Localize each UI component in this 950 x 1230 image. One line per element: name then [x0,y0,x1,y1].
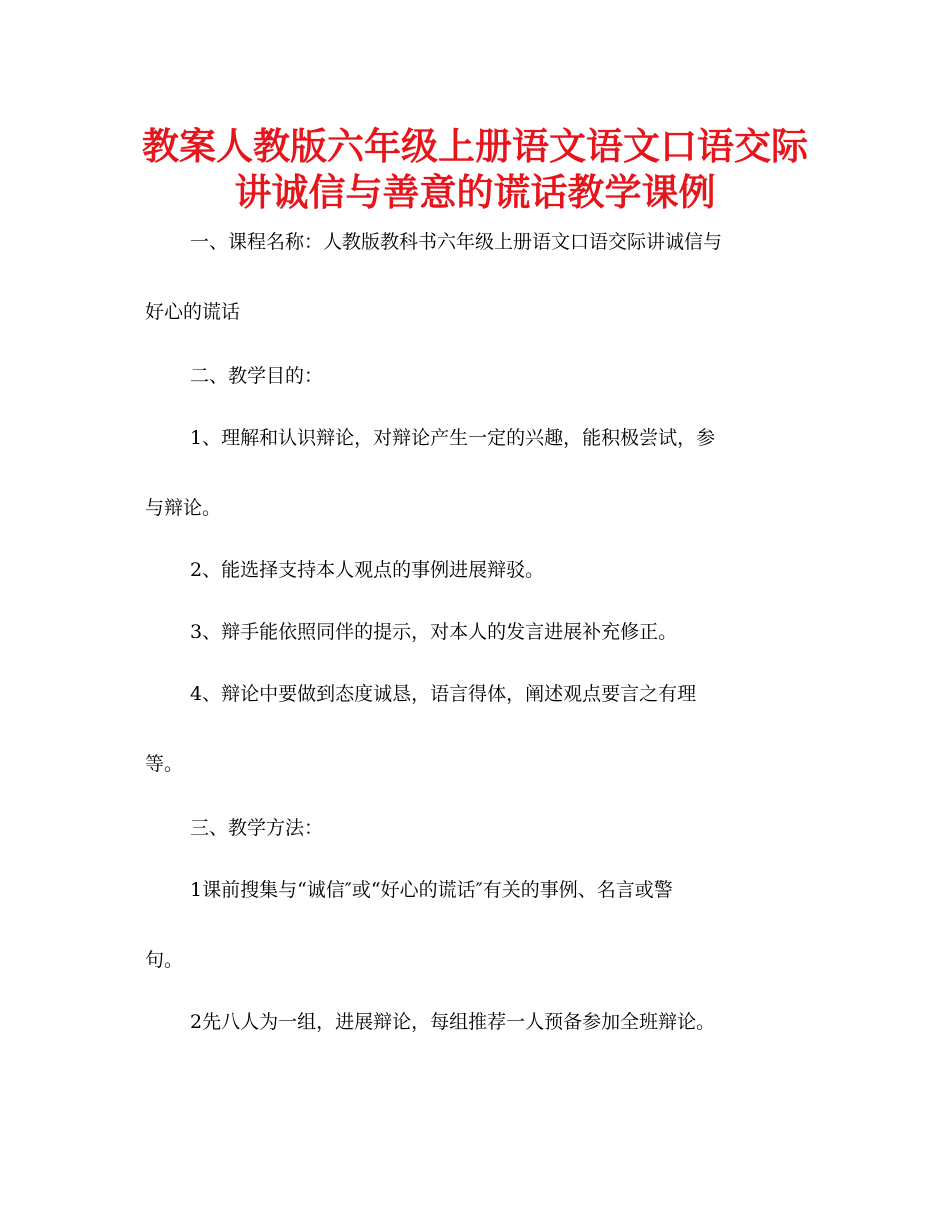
section-heading-objectives: 二、教学目的： [190,365,324,387]
method-1-continuation: 句。 [145,949,184,971]
method-1-line: 1课前搜集与“诚信″或“好心的谎话″有关的事例、名言或警 [190,879,673,901]
method-2-line: 2先八人为一组，进展辩论，每组推荐一人预备参加全班辩论。 [190,1011,716,1033]
objective-3-line: 3、辩手能依照同伴的提示，对本人的发言进展补充修正。 [190,621,678,643]
course-name-continuation: 好心的谎话 [145,301,241,323]
document-title-line-2: 讲诚信与善意的谎话教学课例 [234,171,716,214]
document-title-line-1: 教案人教版六年级上册语文语文口语交际 [142,125,808,168]
objective-1-continuation: 与辩论。 [145,497,222,519]
objective-2-line: 2、能选择支持本人观点的事例进展辩驳。 [190,559,545,581]
section-heading-methods: 三、教学方法： [190,817,324,839]
objective-4-line: 4、辩论中要做到态度诚恳，语言得体，阐述观点要言之有理 [190,683,697,705]
objective-4-continuation: 等。 [145,753,184,775]
course-name-line: 一、课程名称：人教版教科书六年级上册语文口语交际讲诚信与 [190,231,723,253]
objective-1-line: 1、理解和认识辩论，对辩论产生一定的兴趣，能积极尝试，参 [190,427,716,449]
